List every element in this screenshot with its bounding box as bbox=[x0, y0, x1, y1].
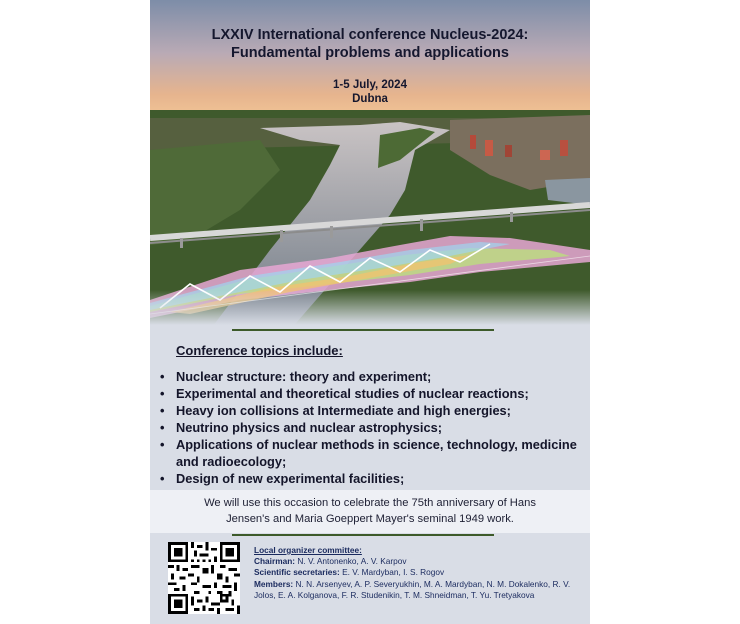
chairman-names: N. V. Antonenko, A. V. Karpov bbox=[297, 556, 407, 567]
topic-item bbox=[160, 419, 585, 436]
bullet-icon: • bbox=[160, 471, 165, 486]
topic-text: Experimental and theoretical studies of nuclear reactions; bbox=[176, 386, 529, 401]
conference-dates: 1-5 July, 2024 bbox=[333, 79, 407, 91]
topic-item bbox=[160, 368, 585, 385]
celebration-line-2: Jensen's and Maria Goeppert Mayer's seminal 1949 work. bbox=[226, 513, 514, 525]
topic-item bbox=[160, 436, 585, 470]
topic-text: Design of new experimental facilities; bbox=[176, 471, 405, 486]
topic-text: Heavy ion collisions at Intermediate and high energies; bbox=[176, 403, 511, 418]
bullet-icon: • bbox=[160, 437, 165, 452]
organizer-committee bbox=[254, 545, 584, 601]
topics-heading: Conference topics include: bbox=[176, 343, 343, 358]
committee-chairman bbox=[254, 556, 584, 567]
divider-top bbox=[232, 329, 494, 331]
bullet-icon: • bbox=[160, 403, 165, 418]
divider-bottom bbox=[232, 534, 494, 536]
secretaries-names: E. V. Mardyban, I. S. Rogov bbox=[342, 567, 445, 578]
conference-location: Dubna bbox=[352, 93, 388, 105]
topic-item bbox=[160, 385, 585, 402]
qr-code-icon[interactable] bbox=[168, 542, 240, 614]
topic-text: Nuclear structure: theory and experiment; bbox=[176, 369, 432, 384]
title-line-2: Fundamental problems and applications bbox=[231, 45, 509, 61]
conference-poster bbox=[150, 0, 590, 624]
celebration-text bbox=[150, 495, 590, 527]
committee-secretaries bbox=[254, 567, 584, 578]
chairman-label: Chairman: bbox=[254, 556, 296, 567]
bullet-icon: • bbox=[160, 386, 165, 401]
bullet-icon: • bbox=[160, 369, 165, 384]
qr-code-graphic bbox=[168, 542, 240, 614]
committee-heading: Local organizer committee: bbox=[254, 545, 362, 555]
topics-list bbox=[160, 368, 585, 487]
topic-item bbox=[160, 402, 585, 419]
topic-text: Applications of nuclear methods in science, technology, medicine and radioecology; bbox=[176, 437, 577, 469]
members-names: N. N. Arsenyev, A. P. Severyukhin, M. A. Mardyban, N. M. Dokalenko, R. V. Jolos, E. A. Kolganova, F. R. Studenikin, T. M. Shneidman, T. Yu. Tretyakova bbox=[254, 578, 571, 600]
conference-title bbox=[150, 26, 590, 62]
committee-members bbox=[254, 579, 584, 601]
celebration-line-1: We will use this occasion to celebrate the 75th anniversary of Hans bbox=[204, 497, 536, 509]
secretaries-label: Scientific secretaries: bbox=[254, 567, 340, 578]
topic-item bbox=[160, 470, 585, 487]
bullet-icon: • bbox=[160, 420, 165, 435]
topic-text: Neutrino physics and nuclear astrophysics; bbox=[176, 420, 442, 435]
conference-date-location bbox=[150, 78, 590, 106]
members-label: Members: bbox=[254, 578, 294, 589]
title-line-1: LXXIV International conference Nucleus-2024: bbox=[211, 27, 529, 43]
